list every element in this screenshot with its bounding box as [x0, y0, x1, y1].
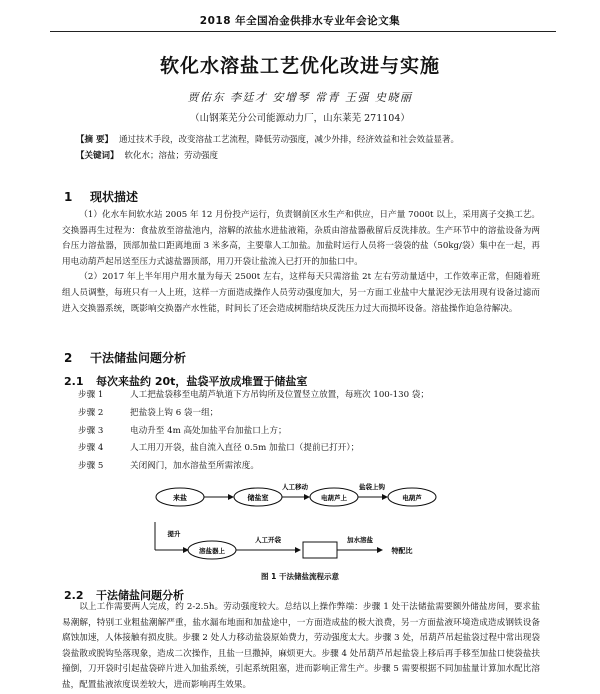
- section-1-title: 现状描述: [90, 190, 139, 204]
- section-2-1-title: 每次来盐约 20t，盐袋平放成堆置于储盐室: [96, 375, 308, 388]
- step-text: 人工把盐袋移至电葫芦轨道下方吊钩所及位置竖立放置，每班次 100-130 袋；: [130, 390, 429, 400]
- section-2-title: 干法储盐问题分析: [90, 351, 187, 365]
- flow-diagram: [150, 470, 450, 566]
- step-item: [78, 387, 429, 405]
- section-2-heading: [64, 349, 186, 366]
- paper-affiliation: （山钢莱芜分公司能源动力厂，山东莱芜 271104）: [190, 113, 410, 124]
- step-label: 步骤 4: [78, 443, 104, 454]
- flow-edge-label-open: 人工开袋: [255, 536, 281, 544]
- section-1-para-1: （1）化水车间软水站 2005 年 12 月份投产运行，负责钢前区水生产和供应，日产量 7000t 以上，采用离子交换工艺。交换器再生过程为：食盐放至溶盐池内，溶解的浓盐水进盐液箱，杂质由溶盐器截留后反洗排放。生产环节中的溶盐设备为两台压力溶盐器，顶部加盐口距离地面 3 米多高，主要靠人工加盐。加盐时运行人员将一袋袋的盐（50kg/袋）集中在一起，再用电动葫芦起吊送至压力式滤盐器顶部，用刀开袋让盐流入已打开的加盐口中。: [62, 210, 540, 267]
- section-2-2-body: [62, 600, 540, 694]
- flow-edge-label-lift: 提升: [167, 530, 181, 538]
- section-1-para-2: （2）2017 年上半年用户用水量为每天 2500t 左右，这样每天只需溶盐 2t 左右劳动量适中，工作效率正常，但随着班组人员调整，每班只有一人上班，这样一方面造成操作人员劳动强度加大，另一方面工业盐中大量泥沙无法用现有设备过滤而进入交换器系统，既影响交换器产水性能，时间长了还会造成树脂结块反洗压力过大而损坏设备。溶盐操作迫急待解决。: [62, 272, 540, 314]
- flow-edge-label-add-water: 加水溶盐: [347, 536, 373, 544]
- step-label: 步骤 1: [78, 390, 104, 400]
- section-2-2-number: 2.2: [64, 589, 84, 602]
- flow-edge-label-move: 人工移动: [282, 483, 308, 491]
- flow-node-dissolver-upper-label: 溶盐器上: [199, 547, 225, 555]
- flow-node-hoist-label: 电葫芦: [402, 494, 422, 502]
- section-2-2-title: 干法储盐问题分析: [96, 589, 184, 602]
- flow-node-storage-label: 储盐室: [247, 494, 269, 502]
- flow-edge-label-hook: 盐袋上钩: [359, 483, 385, 491]
- keywords-line: [76, 150, 218, 163]
- abstract-label: 【摘 要】: [76, 135, 113, 145]
- section-1-number: 1: [64, 190, 73, 204]
- step-label: 步骤 3: [78, 425, 104, 436]
- flow-node-arrival-label: 来盐: [173, 494, 187, 502]
- keywords-label: 【关键词】: [76, 151, 119, 161]
- step-label: 步骤 5: [78, 461, 104, 472]
- conference-header: 2018 年全国冶金供排水专业年会论文集: [199, 15, 401, 27]
- header-rule: [50, 31, 556, 32]
- figure-caption: 图 1 干法储盐流程示意: [261, 572, 339, 581]
- flow-node-dissolver: [303, 542, 337, 558]
- section-2-2-para: 以上工作需要两人完成，约 2-2.5h。劳动强度较大。总结以上操作弊端：步骤 1 处干法储盐需要额外储盐房间，要求盐易潮解，特别工业粗盐潮解严重，盐水漏布地面和加盐途中，一方面造成盐的极大浪费，另一方面盐液环境造成造成钢铁设备腐蚀加速，人体接触有损皮肤。步骤 2 处人力移动盐袋原始费力，劳动强度太大。步骤 3 处，吊葫芦吊起盐袋过程中常出现袋袋盐散或脱钩坠落现象，造成二次操作，且盐一旦撒掉，麻烦更大。步骤 4 处吊葫芦吊起盐袋上移后再手移至加盐口使袋盐扶撞倒，刀开袋时引起盐袋碎片进入加盐系统，引起系统阻塞，进而影响正常生产。步骤 5 需要根据不同加盐量计算加水配比溶盐，配置盐液浓度误差较大，进而影响再生效果。: [62, 602, 540, 690]
- step-label: 步骤 2: [78, 407, 104, 418]
- step-text: 把盐袋上钩 6 袋一组；: [130, 407, 219, 418]
- section-1-body: [62, 208, 540, 317]
- abstract-text: 通过技术手段，改变溶盐工艺流程，降低劳动强度，减少外排，经济效益和社会效益显著。: [118, 135, 459, 145]
- paper-title: 软化水溶盐工艺优化改进与实施: [159, 55, 440, 77]
- step-item: [78, 405, 429, 423]
- section-2-1-number: 2.1: [64, 375, 84, 388]
- step-item: [78, 423, 429, 441]
- step-list: [78, 387, 429, 476]
- flow-node-hoist-upper-label: 电葫芦上: [321, 494, 347, 502]
- step-text: 人工用刀开袋，盐自流入直径 0.5m 加盐口（提前已打开）；: [130, 443, 360, 454]
- step-text: 电动升至 4m 高处加盐平台加盐口上方；: [130, 425, 287, 436]
- flow-node-ratio-label: 特配比: [391, 547, 413, 555]
- section-1-heading: [64, 188, 138, 205]
- step-text: 关闭阀门，加水溶盐至所需浓度。: [130, 461, 259, 472]
- step-item: [78, 440, 429, 458]
- paper-authors: 贾佑东 李廷才 安增琴 常青 王强 史晓丽: [187, 91, 413, 104]
- section-2-number: 2: [64, 351, 73, 365]
- abstract-line: [76, 134, 459, 147]
- keywords-text: 软化水；溶盐；劳动强度: [124, 151, 219, 161]
